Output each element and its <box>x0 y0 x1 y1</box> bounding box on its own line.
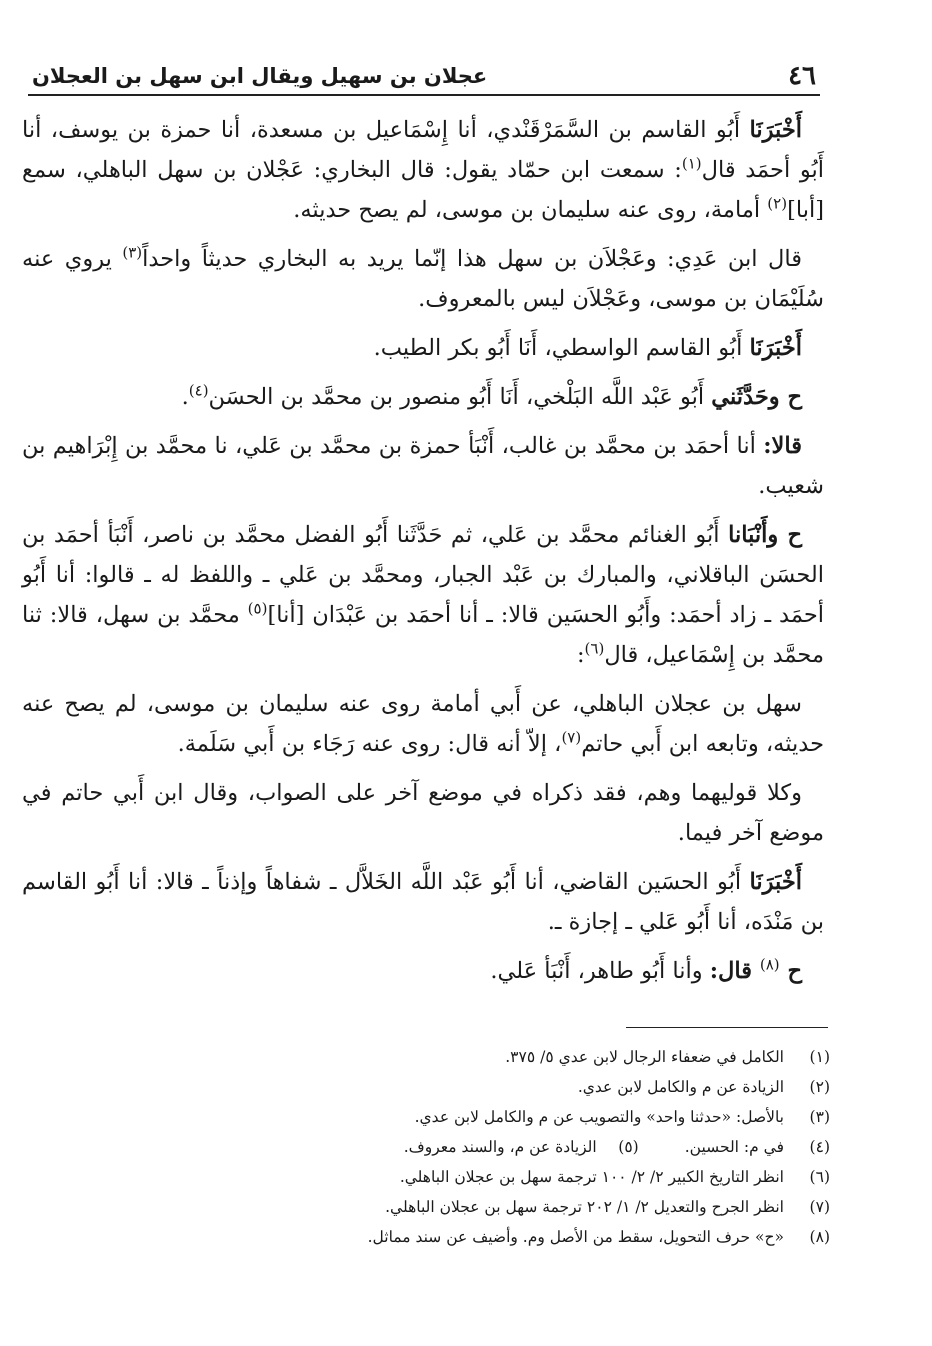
text-segment: أَبُو الحسَين القاضي، أنا أَبُو عَبْد اللَّه الخَلاَّل ـ شفاهاً وإذناً ـ قالا: أنا أَبُو القاسم بن مَنْدَه، أنا أَبُو عَلي ـ إجازة ـ. <box>22 869 824 935</box>
footnote-text: في م: الحسين. <box>684 1138 784 1156</box>
footnote-number: (١) <box>809 1048 830 1066</box>
paragraph-7 <box>22 684 824 764</box>
footnote-number: (٣) <box>809 1108 830 1126</box>
footnote-text: بالأصل: «حدثنا واحد» والتصويب عن م والكامل لابن عدي. <box>414 1108 784 1126</box>
footnote <box>60 1132 830 1162</box>
text-segment: ، إلاّ أنه قال: روى عنه رَجَاء بن أَبي سَلَمة. <box>177 731 562 757</box>
footnote-ref-3: (٣) <box>122 243 143 262</box>
paragraph-2 <box>22 239 824 319</box>
footnote-ref-4: (٤) <box>188 381 209 400</box>
footnote-number: (٤) <box>809 1138 830 1156</box>
footnote-number: (٨) <box>809 1228 830 1246</box>
lead-word: قالا: <box>763 433 802 459</box>
footnote <box>60 1222 830 1252</box>
text-segment: أَبُو القاسم الواسطي، أَنَا أَبُو بكر الطيب. <box>373 335 750 361</box>
lead-word: ح وأَنْبَانا <box>728 522 803 548</box>
text-segment: أمامة، روى عنه سليمان بن موسى، لم يصح حديثه. <box>293 197 768 223</box>
footnote-number: (٢) <box>809 1078 830 1096</box>
text-segment: أنا أحمَد بن محمَّد بن غالب، أَنْبَأ حمزة بن محمَّد بن عَلي، نا محمَّد بن إِبْرَاهيم بن شعيب. <box>22 433 824 499</box>
footnote-number: (٥) <box>618 1138 639 1156</box>
footnote-ref-5: (٥) <box>247 599 268 618</box>
footnote-text: الزيادة عن م والكامل لابن عدي. <box>577 1078 784 1096</box>
text-segment: محمَّد بن سهل، قالا: ثنا محمَّد بن إِسْمَاعيل، قال <box>22 602 824 668</box>
footnote-ref-7: (٧) <box>561 728 582 747</box>
text-segment: وكلا قوليهما وهم، فقد ذكراه في موضع آخر على الصواب، وقال ابن أَبي حاتم في موضع آخر فيما. <box>22 780 824 846</box>
paragraph-4 <box>22 377 824 417</box>
text-segment: قال ابن عَدِي: وعَجْلاَن بن سهل هذا إنّما يريد به البخاري حديثاً واحداً <box>142 246 802 272</box>
footnote-number: (٧) <box>809 1198 830 1216</box>
text-segment: . <box>181 384 189 410</box>
footnote-spacer <box>639 1132 685 1162</box>
footnote <box>60 1192 830 1222</box>
text-segment: يروي عنه سُلَيْمَان بن موسى، وعَجْلاَن ليس بالمعروف. <box>22 246 824 312</box>
text-segment: أَبُو القاسم بن السَّمَرْقَنْدي، أنا إِسْمَاعيل بن مسعدة، أنا حمزة بن يوسف، أنا أَبُو أحمَد قال <box>22 117 824 183</box>
lead-word: قال: <box>709 958 760 984</box>
footnote-text: الكامل في ضعفاء الرجال لابن عدي ٥/ ٣٧٥. <box>505 1048 784 1066</box>
footnote-ref-6: (٦) <box>584 639 605 658</box>
footnote-divider <box>626 1027 828 1028</box>
footnote-text: الزيادة عن م، والسند معروف. <box>403 1138 597 1156</box>
text-segment: ح <box>779 958 802 984</box>
text-segment: سهل بن عجلان الباهلي، عن أَبي أمامة روى عنه سليمان بن موسى، لم يصح عنه حديثه، وتابعه ابن أَبي حاتم <box>22 691 824 757</box>
footnote <box>60 1072 830 1102</box>
footnote-text: انظر الجرح والتعديل ٢/ ١/ ٢٠٢ ترجمة سهل بن عجلان الباهلي. <box>385 1198 784 1216</box>
lead-word: ح وحَدَّثَني <box>711 384 802 410</box>
paragraph-6 <box>22 515 824 675</box>
footnote <box>60 1042 830 1072</box>
main-text <box>22 110 824 1000</box>
text-segment: أَبُو الغنائم محمَّد بن عَلي، ثم حَدَّثَنا أَبُو الفضل محمَّد بن ناصر، أَنْبَأ أحمَد بن الحسَن الباقلاني، والمبارك بن عَبْد الجبار، ومحمَّد بن عَلي ـ واللفظ له ـ قالوا: أنا أَبُو أحمَد ـ زاد أحمَد: وأَبُو الحسَين قالا: ـ أنا أحمَد بن عَبْدَان [أنا] <box>22 522 824 628</box>
paragraph-3 <box>22 328 824 368</box>
paragraph-8 <box>22 773 824 853</box>
footnote <box>60 1162 830 1192</box>
text-segment: : <box>576 642 585 668</box>
running-title: عجلان بن سهيل ويقال ابن سهل بن العجلان <box>32 64 488 88</box>
paragraph-5 <box>22 426 824 506</box>
lead-word: أَخْبَرَنَا <box>749 117 802 143</box>
footnote-ref-2: (٢) <box>767 194 788 213</box>
paragraph-9 <box>22 862 824 942</box>
footnote <box>60 1102 830 1132</box>
footnote-number: (٦) <box>809 1168 830 1186</box>
footnote-ref-1: (١) <box>681 154 702 173</box>
text-segment: : سمعت ابن حمّاد يقول: قال البخاري: عَجْلان بن سهل الباهلي، سمع [أبا] <box>22 157 824 223</box>
page-number: ٤٦ <box>788 61 816 91</box>
text-segment: أَبُو عَبْد اللَّه البَلْخي، أَنَا أَبُو منصور بن محمَّد بن الحسَن <box>208 384 712 410</box>
footnote-text: «ح» حرف التحويل، سقط من الأصل وم. وأضيف عن سند مماثل. <box>367 1228 784 1246</box>
lead-word: أَخْبَرَنَا <box>749 869 802 895</box>
page-header <box>28 58 820 96</box>
footnote-ref-8: (٨) <box>759 955 780 974</box>
lead-word: أَخْبَرَنَا <box>749 335 802 361</box>
paragraph-10 <box>22 951 824 991</box>
footnotes <box>60 1042 830 1252</box>
footnote-text: انظر التاريخ الكبير ٢/ ٢/ ١٠٠ ترجمة سهل بن عجلان الباهلي. <box>399 1168 784 1186</box>
text-segment: وأنا أَبُو طاهر، أَنْبَأ عَلي. <box>490 958 710 984</box>
paragraph-1 <box>22 110 824 230</box>
